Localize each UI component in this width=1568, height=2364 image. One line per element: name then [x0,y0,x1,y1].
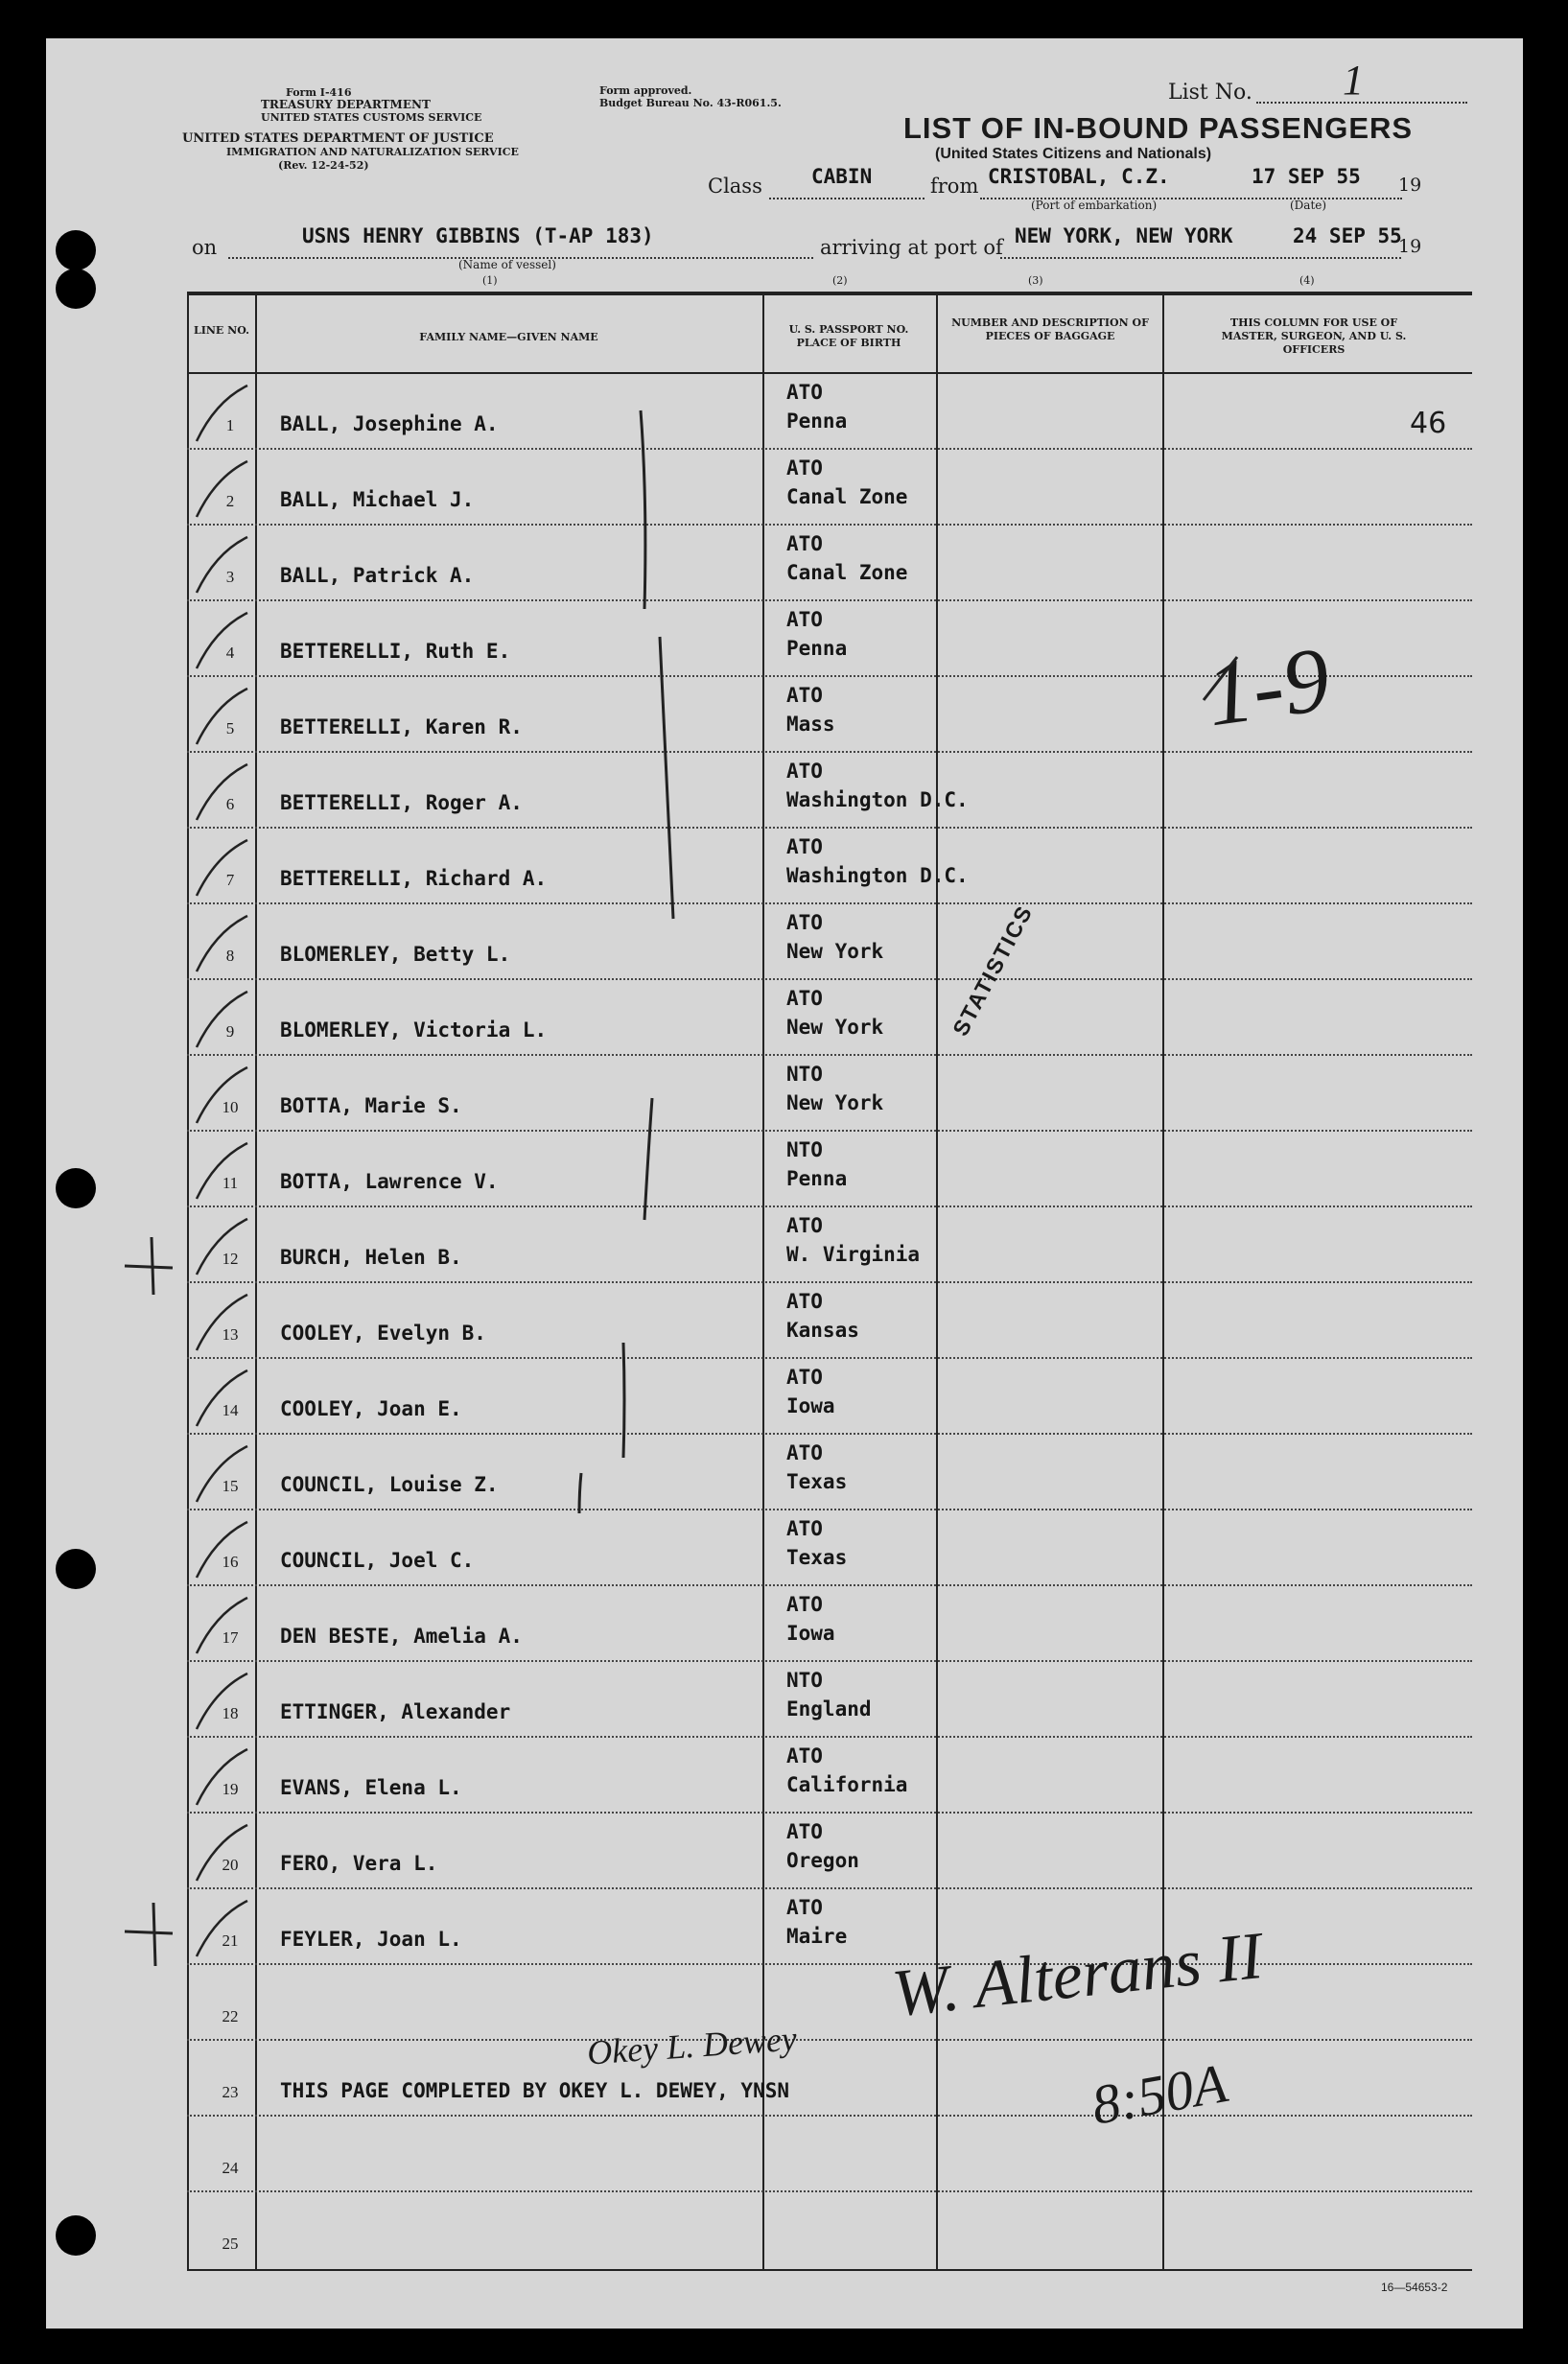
passenger-name: COOLEY, Joan E. [280,1397,462,1420]
line-number: 8 [225,947,235,965]
col-header-baggage: NUMBER AND DESCRIPTION OF PIECES OF BAGGAGE [951,316,1149,342]
budget-bureau: Budget Bureau No. 43-R061.5. [599,97,782,109]
passenger-name: BETTERELLI, Karen R. [280,715,523,738]
line-number: 4 [225,644,235,662]
date-caption: (Date) [1290,199,1327,212]
passport-code: ATO [786,760,823,783]
passport-code: ATO [786,608,823,631]
arrival-date: 24 SEP 55 [1293,224,1402,247]
line-number: 20 [222,1856,239,1874]
check-mark [197,613,247,668]
check-mark [197,1749,247,1805]
passport-code: ATO [786,1366,823,1389]
line-number: 12 [222,1250,239,1268]
on-label: on [192,236,218,259]
col-header-officers: THIS COLUMN FOR USE OF MASTER, SURGEON, AND U. S. OFFICERS [1221,316,1407,356]
form-approved: Form approved. [599,84,692,97]
passport-code: ATO [786,835,823,858]
line-number: 17 [222,1628,239,1647]
agency-customs: UNITED STATES CUSTOMS SERVICE [261,111,482,124]
check-mark [197,1901,247,1956]
check-mark [197,1522,247,1578]
list-no-label: List No. [1168,81,1252,105]
passenger-name: BETTERELLI, Richard A. [280,867,548,890]
dewey-signature: Okey L. Dewey [585,2019,799,2072]
line-number: 22 [222,2007,239,2025]
place-of-birth: Texas [786,1470,848,1493]
passport-code: ATO [786,532,823,555]
line-number: 7 [225,871,235,889]
passenger-name: ETTINGER, Alexander [280,1700,511,1723]
class-value: CABIN [811,165,873,188]
passenger-name: BURCH, Helen B. [280,1246,462,1269]
place-of-birth: Maire [786,1925,848,1948]
check-mark [197,461,247,517]
passenger-name: COUNCIL, Joel C. [280,1549,475,1572]
line-number: 15 [222,1477,239,1495]
passenger-name: BALL, Michael J. [280,488,475,511]
port-embark: CRISTOBAL, C.Z. [988,165,1170,188]
passport-code: ATO [786,1744,823,1767]
check-mark [197,1067,247,1123]
col-marker-4: (4) [1299,274,1315,287]
place-of-birth: Mass [786,713,835,736]
line-number: 10 [222,1098,239,1116]
agency-treasury: TREASURY DEPARTMENT [261,98,431,111]
col-marker-2: (2) [832,274,848,287]
check-mark [197,1295,247,1350]
check-mark [197,1219,247,1275]
revision-date: (Rev. 12-24-52) [278,159,369,172]
line-number: 6 [225,795,235,813]
passenger-name: COOLEY, Evelyn B. [280,1322,486,1345]
passport-code: ATO [786,1593,823,1616]
check-mark [197,1370,247,1426]
passport-code: ATO [786,987,823,1010]
check-mark [197,1674,247,1729]
passport-code: NTO [786,1669,823,1692]
passport-code: NTO [786,1063,823,1086]
col-marker-3: (3) [1028,274,1043,287]
agency-ins: IMMIGRATION AND NATURALIZATION SERVICE [226,146,519,158]
line-number: 11 [222,1174,239,1192]
year-suffix-1: 19 [1398,175,1422,196]
passenger-name: FERO, Vera L. [280,1852,438,1875]
passport-code: ATO [786,1441,823,1464]
line-number: 16 [222,1553,239,1571]
passport-code: ATO [786,456,823,480]
line-number: 19 [222,1780,239,1798]
line-number: 1 [225,416,235,434]
arrival-port: NEW YORK, NEW YORK [1015,224,1233,247]
agency-justice: UNITED STATES DEPARTMENT OF JUSTICE [182,131,494,146]
place-of-birth: Oregon [786,1849,859,1872]
place-of-birth: New York [786,940,884,963]
place-of-birth: W. Virginia [786,1243,921,1266]
footer-code: 16—54653-2 [1381,2281,1448,2294]
check-mark [197,537,247,593]
passenger-name: BOTTA, Marie S. [280,1094,462,1117]
form-number: Form I-416 [286,86,352,99]
line-number: 2 [225,492,235,510]
place-of-birth: Penna [786,637,848,660]
statistics-stamp: STATISTICS [948,901,1038,1041]
passenger-name: BLOMERLEY, Betty L. [280,943,511,966]
place-of-birth: Penna [786,410,848,433]
passenger-name: EVANS, Elena L. [280,1776,462,1799]
place-of-birth: Washington D.C. [786,788,969,811]
check-mark [197,689,247,744]
from-label: from [930,175,979,198]
passenger-name: FEYLER, Joan L. [280,1928,462,1951]
passport-code: ATO [786,1214,823,1237]
range-annotation: 1-9 [1200,626,1336,746]
passport-code: ATO [786,1290,823,1313]
year-suffix-2: 19 [1398,236,1422,257]
check-mark [197,1143,247,1199]
place-of-birth: Kansas [786,1319,859,1342]
vessel-caption: (Name of vessel) [458,258,556,271]
passport-code: ATO [786,1896,823,1919]
line-number: 5 [225,719,235,737]
place-of-birth: Penna [786,1167,848,1190]
passport-code: ATO [786,381,823,404]
place-of-birth: Texas [786,1546,848,1569]
line-number: 9 [225,1022,235,1041]
passenger-name: BETTERELLI, Roger A. [280,791,523,814]
passport-code: NTO [786,1138,823,1161]
check-mark [197,386,247,441]
page-title: LIST OF IN-BOUND PASSENGERS [903,111,1414,145]
check-mark [197,1598,247,1653]
check-mark [197,1825,247,1881]
passenger-name: BLOMERLEY, Victoria L. [280,1018,548,1042]
check-mark [197,764,247,820]
place-of-birth: England [786,1697,872,1720]
place-of-birth: New York [786,1016,884,1039]
passenger-name: BETTERELLI, Ruth E. [280,640,511,663]
place-of-birth: Washington D.C. [786,864,969,887]
page-subtitle: (United States Citizens and Nationals) [935,146,1212,162]
arriving-label: arriving at port of [820,236,1003,259]
place-of-birth: Canal Zone [786,561,908,584]
col-header-passport: U. S. PASSPORT NO. PLACE OF BIRTH [788,323,909,349]
check-mark [197,1446,247,1502]
passenger-name: BALL, Patrick A. [280,564,475,587]
place-of-birth: Iowa [786,1622,835,1645]
check-mark [197,916,247,971]
count-annotation: 46 [1410,407,1447,440]
place-of-birth: New York [786,1091,884,1114]
passenger-name: BALL, Josephine A. [280,412,499,435]
passport-code: ATO [786,684,823,707]
line-number: 21 [222,1931,239,1950]
vessel-name: USNS HENRY GIBBINS (T-AP 183) [302,224,654,247]
place-of-birth: Iowa [786,1394,835,1417]
line-number: 14 [222,1401,239,1419]
officer-signature: W. Alterans II [888,1918,1266,2032]
passenger-name: THIS PAGE COMPLETED BY OKEY L. DEWEY, YNSN [280,2079,790,2102]
line-number: 23 [222,2083,239,2101]
list-no-value: 1 [1343,57,1364,104]
col-marker-1: (1) [482,274,498,287]
col-header-line-no: LINE NO. [194,324,249,337]
time-annotation: 8:50A [1087,2051,1232,2137]
line-number: 18 [222,1704,239,1722]
line-number: 25 [222,2235,239,2253]
check-mark [197,840,247,896]
col-header-name: FAMILY NAME—GIVEN NAME [419,331,598,343]
line-number: 3 [225,568,235,586]
port-embark-caption: (Port of embarkation) [1031,199,1158,212]
line-number: 24 [222,2159,239,2177]
passenger-name: BOTTA, Lawrence V. [280,1170,499,1193]
place-of-birth: California [786,1773,908,1796]
passenger-name: DEN BESTE, Amelia A. [280,1625,523,1648]
class-label: Class [708,175,762,198]
place-of-birth: Canal Zone [786,485,908,508]
passport-code: ATO [786,1820,823,1843]
passenger-name: COUNCIL, Louise Z. [280,1473,499,1496]
passport-code: ATO [786,911,823,934]
date-embark: 17 SEP 55 [1252,165,1361,188]
check-mark [197,992,247,1047]
passport-code: ATO [786,1517,823,1540]
line-number: 13 [222,1325,239,1344]
